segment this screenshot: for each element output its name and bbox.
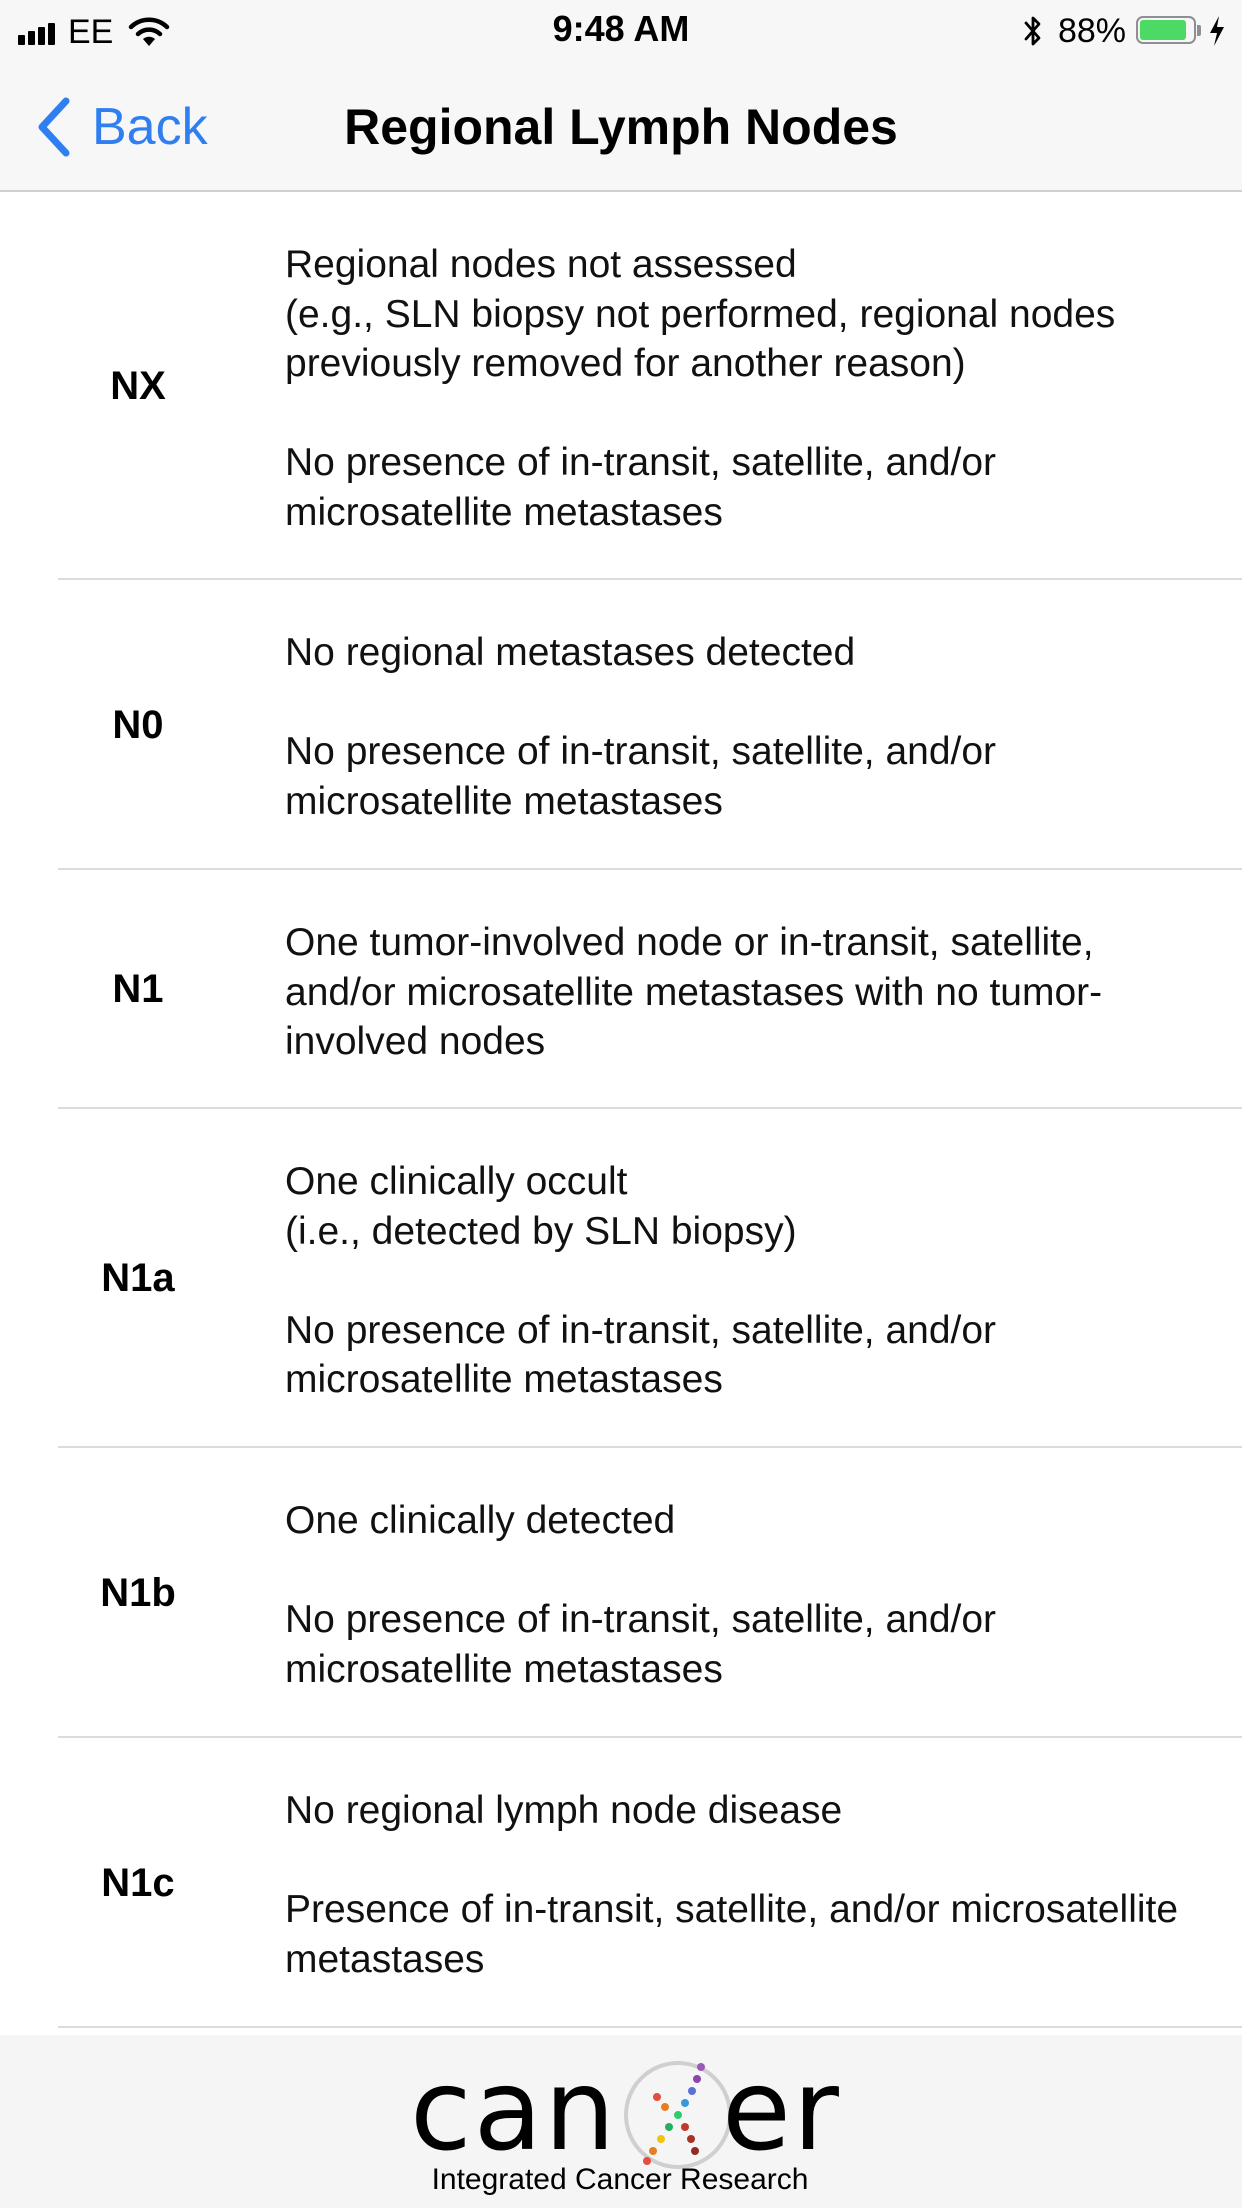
description-line: One clinically occult — [285, 1160, 628, 1203]
description-line: One tumor-involved node or in-transit, satellite, and/or microsatellite metastases with no tumor-involved nodes — [285, 921, 1103, 1063]
bluetooth-icon — [1022, 14, 1044, 48]
battery-percent: 88% — [1057, 11, 1126, 50]
battery-fill — [1140, 20, 1186, 40]
description-line: Presence of in-transit, satellite, and/or microsatellite metastases — [285, 1888, 1179, 1981]
description-line: Regional nodes not assessed — [285, 243, 797, 286]
description-line: No presence of in-transit, satellite, and/or microsatellite metastases — [285, 1308, 997, 1401]
list-item[interactable] — [0, 192, 1242, 580]
page-title: Regional Lymph Nodes — [344, 99, 898, 155]
list-item[interactable] — [0, 1448, 1242, 1738]
status-bar — [0, 0, 1242, 62]
stage-code: N1b — [100, 1570, 176, 1615]
list-item[interactable] — [0, 870, 1242, 1109]
stage-code: N1a — [101, 1256, 175, 1300]
staging-list — [0, 192, 1242, 2028]
battery-tip — [1197, 25, 1201, 36]
status-time: 9:48 AM — [552, 8, 690, 49]
navigation-bar — [0, 62, 1242, 192]
stage-description — [285, 1786, 1202, 1984]
stage-description — [285, 918, 1202, 1067]
battery-icon — [1136, 16, 1202, 46]
description-line: No presence of in-transit, satellite, and/or microsatellite metastases — [285, 730, 997, 823]
description-line: (e.g., SLN biopsy not performed, regional nodes previously removed for another reason) — [285, 292, 1116, 385]
stage-code: N0 — [112, 702, 164, 747]
list-item[interactable] — [0, 1738, 1242, 2028]
status-bar-right — [1022, 10, 1226, 52]
stage-code: N1 — [112, 967, 164, 1011]
description-line: One clinically detected — [285, 1499, 676, 1542]
stage-description — [285, 1157, 1202, 1405]
stage-description — [285, 1496, 1202, 1694]
carrier-label: EE — [68, 12, 114, 51]
back-label: Back — [92, 98, 208, 156]
stage-description — [285, 240, 1202, 537]
row-divider — [58, 2026, 1242, 2028]
stage-code: NX — [110, 363, 166, 408]
canxer-logo — [410, 2046, 841, 2197]
stage-description — [285, 628, 1202, 826]
description-line: (i.e., detected by SLN biopsy) — [285, 1209, 797, 1253]
charging-bolt-icon — [1208, 15, 1226, 47]
description-line: No presence of in-transit, satellite, and/or microsatellite metastases — [285, 1598, 997, 1691]
logo-x-mark-icon — [623, 2053, 733, 2177]
description-line: No regional lymph node disease — [285, 1789, 843, 1832]
list-item[interactable] — [0, 580, 1242, 870]
logo-word-right: er — [722, 2046, 841, 2176]
footer — [0, 2035, 1242, 2208]
list-item[interactable] — [0, 1109, 1242, 1448]
logo-word-left: can — [410, 2046, 618, 2176]
description-line: No presence of in-transit, satellite, and/or microsatellite metastases — [285, 441, 997, 534]
description-line: No regional metastases detected — [285, 631, 856, 674]
logo-tagline: Integrated Cancer Research — [431, 2163, 809, 2196]
stage-code: N1c — [101, 1860, 175, 1905]
